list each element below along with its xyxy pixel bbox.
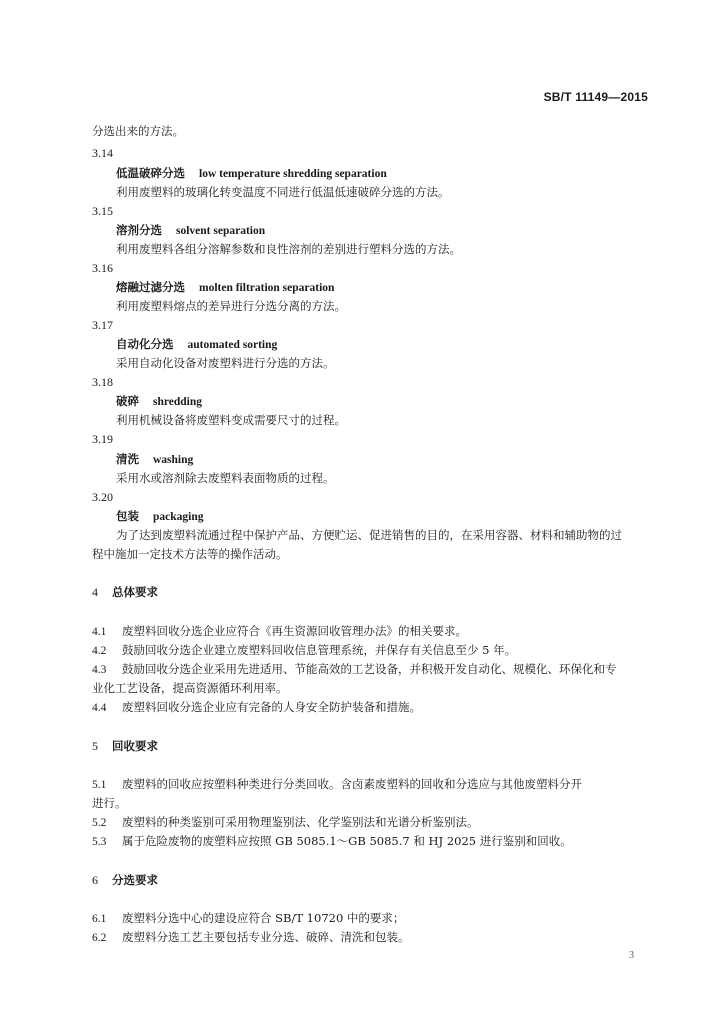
page-number: 3 bbox=[629, 950, 634, 961]
definition-3-17: 采用自动化设备对废塑料进行分选的方法。 bbox=[116, 356, 335, 370]
section-title: 分选要求 bbox=[112, 873, 158, 887]
standard-number-header: SB/T 11149—2015 bbox=[543, 90, 648, 104]
section-title: 回收要求 bbox=[112, 739, 158, 753]
section-title: 总体要求 bbox=[112, 585, 158, 599]
term-zh: 破碎 bbox=[116, 394, 139, 408]
term-3-19 bbox=[116, 452, 193, 467]
term-zh: 清洗 bbox=[116, 452, 139, 466]
clause-number: 5.2 bbox=[92, 817, 107, 829]
clause-4-3 bbox=[92, 662, 617, 677]
clause-4-2 bbox=[92, 643, 516, 658]
clause-5-1 bbox=[92, 777, 582, 792]
term-en: washing bbox=[153, 454, 194, 466]
clause-number: 5.3 bbox=[92, 836, 107, 848]
clause-number: 4.2 bbox=[92, 645, 107, 657]
term-3-15 bbox=[116, 223, 265, 238]
clause-text: 废塑料的回收应按塑料种类进行分类回收。含卤素废塑料的回收和分选应与其他废塑料分开 bbox=[122, 777, 582, 791]
clause-number-3-15: 3.15 bbox=[92, 204, 113, 218]
definition-3-20: 为了达到废塑料流通过程中保护产品、方便贮运、促进销售的目的，在采用容器、材料和辅助物的过 bbox=[116, 528, 622, 542]
section-heading-5 bbox=[92, 739, 158, 753]
clause-text: 鼓励回收分选企业建立废塑料回收信息管理系统，并保存有关信息至少 5 年。 bbox=[122, 643, 517, 657]
section-number: 6 bbox=[92, 873, 98, 887]
term-3-14 bbox=[116, 166, 387, 181]
clause-number-3-19: 3.19 bbox=[92, 432, 113, 446]
clause-number-3-14: 3.14 bbox=[92, 146, 113, 160]
clause-number-3-20: 3.20 bbox=[92, 490, 113, 504]
clause-text: 废塑料分选中心的建设应符合 SB/T 10720 中的要求； bbox=[122, 911, 405, 925]
term-3-17 bbox=[116, 337, 277, 352]
section-heading-6 bbox=[92, 873, 158, 887]
clause-text: 属于危险废物的废塑料应按照 GB 5085.1～GB 5085.7 和 HJ 2025 进行鉴别和回收。 bbox=[122, 834, 572, 848]
clause-6-1 bbox=[92, 911, 404, 926]
section-heading-4 bbox=[92, 585, 158, 599]
term-zh: 低温破碎分选 bbox=[116, 166, 185, 180]
clause-number: 5.1 bbox=[92, 779, 107, 791]
clause-5-2 bbox=[92, 815, 479, 830]
definition-3-14: 利用废塑料的玻璃化转变温度不同进行低温低速破碎分选的方法。 bbox=[116, 185, 450, 199]
clause-text: 废塑料的种类鉴别可采用物理鉴别法、化学鉴别法和光谱分析鉴别法。 bbox=[122, 815, 479, 829]
clause-4-1 bbox=[92, 624, 467, 639]
term-en: automated sorting bbox=[187, 339, 278, 351]
clause-4-4 bbox=[92, 700, 421, 715]
section-number: 4 bbox=[92, 585, 98, 599]
clause-number: 4.4 bbox=[92, 702, 107, 714]
clause-4-3-cont: 业化工艺设备，提高资源循环利用率。 bbox=[92, 681, 288, 695]
term-3-20 bbox=[116, 509, 204, 524]
clause-number-3-18: 3.18 bbox=[92, 375, 113, 389]
clause-number-3-17: 3.17 bbox=[92, 318, 113, 332]
definition-3-20-cont: 程中施加一定技术方法等的操作活动。 bbox=[92, 547, 288, 561]
clause-6-2 bbox=[92, 930, 410, 945]
term-en: shredding bbox=[153, 396, 203, 408]
clause-5-1-cont: 进行。 bbox=[92, 796, 127, 810]
term-3-18 bbox=[116, 394, 202, 409]
clause-number: 6.1 bbox=[92, 913, 107, 925]
term-en: packaging bbox=[153, 511, 204, 523]
term-zh: 包装 bbox=[116, 509, 139, 523]
clause-number-3-16: 3.16 bbox=[92, 261, 113, 275]
term-zh: 熔融过滤分选 bbox=[116, 280, 185, 294]
definition-3-16: 利用废塑料熔点的差异进行分选分离的方法。 bbox=[116, 299, 346, 313]
clause-text: 废塑料回收分选企业应有完备的人身安全防护装备和措施。 bbox=[122, 700, 421, 714]
clause-text: 鼓励回收分选企业采用先进适用、节能高效的工艺设备，并积极开发自动化、规模化、环保化和专 bbox=[122, 662, 617, 676]
term-zh: 溶剂分选 bbox=[116, 223, 162, 237]
term-3-16 bbox=[116, 280, 334, 295]
term-en: molten filtration separation bbox=[199, 282, 335, 294]
term-en: solvent separation bbox=[176, 225, 266, 237]
clause-number: 6.2 bbox=[92, 932, 107, 944]
definition-3-15: 利用废塑料各组分溶解参数和良性溶剂的差别进行塑料分选的方法。 bbox=[116, 242, 461, 256]
definition-3-19: 采用水或溶剂除去废塑料表面物质的过程。 bbox=[116, 471, 335, 485]
term-en: low temperature shredding separation bbox=[199, 168, 387, 180]
clause-text: 废塑料回收分选企业应符合《再生资源回收管理办法》的相关要求。 bbox=[122, 624, 467, 638]
term-zh: 自动化分选 bbox=[116, 337, 174, 351]
clause-5-3 bbox=[92, 834, 572, 849]
clause-text: 废塑料分选工艺主要包括专业分选、破碎、清洗和包装。 bbox=[122, 930, 410, 944]
clause-number: 4.3 bbox=[92, 664, 107, 676]
definition-3-18: 利用机械设备将废塑料变成需要尺寸的过程。 bbox=[116, 413, 346, 427]
clause-number: 4.1 bbox=[92, 626, 107, 638]
section-number: 5 bbox=[92, 739, 98, 753]
continuation-text: 分选出来的方法。 bbox=[92, 124, 184, 138]
